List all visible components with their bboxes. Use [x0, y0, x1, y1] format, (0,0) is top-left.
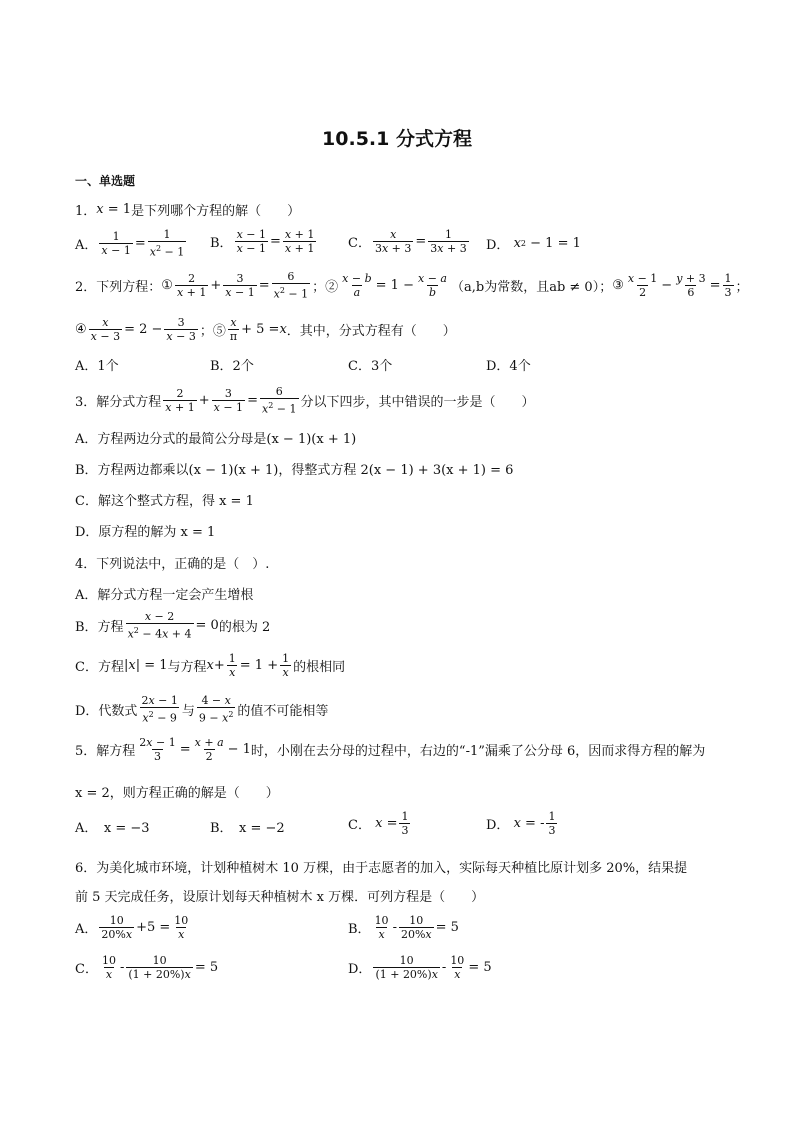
q1-option-b[interactable]: B． $\frac{x - 1}{x - 1}$ = $\frac{x + 1}{x + 1}$ [210, 228, 315, 255]
q4-option-c[interactable]: C．方程 | x | = 1 与方程 x + $\frac{1}{x}$ = 1 + $\frac{1}{x}$ 的根相同 [75, 652, 346, 679]
q6-option-b[interactable]: B． $\frac{10}{x}$ - $\frac{10}{20\%x}$ = 5 [348, 914, 459, 941]
q5-option-b[interactable]: B． x = −2 [210, 821, 285, 836]
q1-option-a[interactable]: A． $\frac{1}{x - 1}$ = $\frac{1}{x^2 - 1}$ [75, 228, 185, 259]
q2-option-d[interactable]: D．4个 [486, 359, 531, 374]
question-2-stem: 2．下列方程： ① $\frac{2}{x + 1}$ + $\frac{3}{x - 1}$ = $\frac{6}{x^2 - 1}$ ；② $\frac{x - b}{a}$ = 1 − $\frac{x - a}{b}$ （a,b为常数，且ab ≠ 0）； ③ $\frac{x - 1}{2}$ − $\frac{y + 3}{6}$ = $\frac{1}{3}$ ； [75, 270, 749, 301]
section-heading: 一、单选题 [75, 174, 136, 188]
q4-option-d[interactable]: D．代数式 $\frac{2x - 1}{x^2 - 9}$ 与 $\frac{4 - x}{9 - x^2}$ 的值不可能相等 [75, 694, 329, 725]
q3-option-c[interactable]: C．解这个整式方程，得 x = 1 [75, 494, 254, 509]
question-6-stem-cont: 前 5 天完成任务，设原计划每天种植树木 x 万棵．可列方程是（ ） [75, 890, 485, 905]
q3-option-b[interactable]: B．方程两边都乘以(x − 1)(x + 1)，得整式方程 2(x − 1) + 3(x + 1) = 6 [75, 463, 514, 478]
q5-option-d[interactable]: D． x = - $\frac{1}{3}$ [486, 810, 556, 837]
question-3-stem: 3．解分式方程 $\frac{2}{x + 1}$ + $\frac{3}{x - 1}$ = $\frac{6}{x^2 - 1}$ 分以下四步，其中错误的一步是（ ） [75, 385, 535, 416]
q2-option-b[interactable]: B．2个 [210, 359, 254, 374]
q4-option-a[interactable]: A．解分式方程一定会产生增根 [75, 588, 254, 603]
page-title: 10.5.1 分式方程 [322, 128, 472, 150]
question-1-stem: 1． x = 1 是下列哪个方程的解（ ） [75, 202, 301, 219]
question-5-stem-cont: x = 2，则方程正确的解是（ ） [75, 786, 279, 801]
q6-option-c[interactable]: C． $\frac{10}{x}$ - $\frac{10}{(1 + 20\%)x}$ = 5 [75, 954, 219, 981]
q4-option-b[interactable]: B．方程 $\frac{x - 2}{x^2 - 4x + 4}$ = 0 的根为 2 [75, 610, 271, 641]
q1-option-c[interactable]: C． $\frac{x}{3x + 3}$ = $\frac{1}{3x + 3}$ [348, 228, 467, 255]
q3-option-a[interactable]: A．方程两边分式的最简公分母是(x − 1)(x + 1) [75, 432, 357, 447]
q2-option-c[interactable]: C．3个 [348, 359, 393, 374]
q5-option-a[interactable]: A． x = −3 [75, 821, 150, 836]
question-4-stem: 4．下列说法中，正确的是（ ）. [75, 557, 270, 572]
q1-option-d[interactable]: D． x 2 − 1 = 1 [486, 236, 581, 253]
q5-option-c[interactable]: C． x = $\frac{1}{3}$ [348, 810, 409, 837]
q6-option-a[interactable]: A． $\frac{10}{20\%x}$ +5 = $\frac{10}{x}$ [75, 914, 189, 941]
question-5-stem: 5．解方程 $\frac{2x - 1}{3}$ = $\frac{x + a}{2}$ − 1 时，小刚在去分母的过程中，右边的“-1”漏乘了公分母 6，因而求得方程的解为 [75, 736, 706, 763]
q6-option-d[interactable]: D． $\frac{10}{(1 + 20\%)x}$ - $\frac{10}{x}$ = 5 [348, 954, 492, 981]
question-2-stem-cont: ④ $\frac{x}{x - 3}$ = 2 − $\frac{3}{x - 3}$ ；⑤ $\frac{x}{\pi}$ + 5 = x ．其中，分式方程有（ ） [75, 316, 456, 343]
q3-option-d[interactable]: D．原方程的解为 x = 1 [75, 525, 216, 540]
question-6-stem: 6．为美化城市环境，计划种植树木 10 万棵，由于志愿者的加入，实际每天种植比原计划多 20%，结果提 [75, 861, 688, 876]
q2-option-a[interactable]: A．1个 [75, 359, 119, 374]
